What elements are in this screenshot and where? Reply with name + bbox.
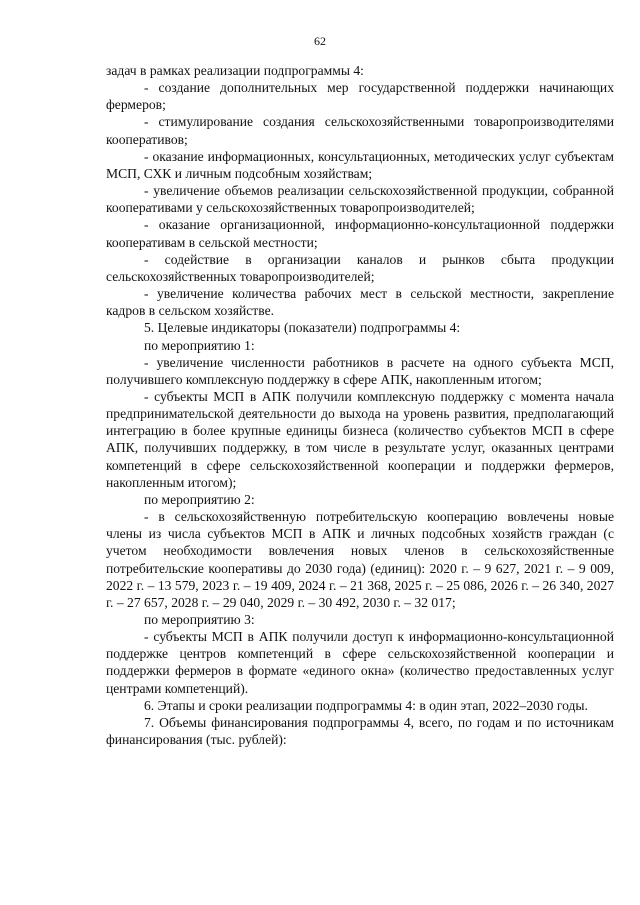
paragraph: - увеличение объемов реализации сельскохозяйственной продукции, собранной кооперативами у сельскохозяйственных товаропроизводителей; — [106, 183, 614, 216]
section-heading: 7. Объемы финансирования подпрограммы 4, всего, по годам и по источникам финансирования (тыс. рублей): — [106, 714, 614, 748]
paragraph: - субъекты МСП в АПК получили доступ к информационно-консультационной поддержке центров компетенций в сфере сельскохозяйственной кооперации и поддержки фермеров в формате «единого окна» (количество предоставленных услуг центрами компетенций). — [106, 629, 614, 696]
subheading: по мероприятию 1: — [144, 337, 255, 353]
paragraph: - в сельскохозяйственную потребительскую кооперацию вовлечены новые члены из числа субъектов МСП в АПК и личных подсобных хозяйств граждан (с учетом необходимости вовлечения новых членов в сельскохозяйственные потребительские кооперативы до 2030 года) (единиц): 2020 г. – 9 627, 2021 г. – 9 009, 2022 г. – 13 579, 2023 г. – 19 409, 2024 г. – 21 368, 2025 г. – 25 086, 2026 г. – 26 340, 2027 г. – 27 657, 2028 г. – 29 040, 2029 г. – 30 492, 2030 г. – 32 017; — [106, 509, 614, 610]
paragraph: - увеличение численности работников в расчете на одного субъекта МСП, получившего комплексную поддержку в сфере АПК, накопленным итогом; — [106, 354, 614, 387]
paragraph: - создание дополнительных мер государственной поддержки начинающих фермеров; — [106, 80, 614, 113]
section-heading: 6. Этапы и сроки реализации подпрограммы 4: в один этап, 2022–2030 годы. — [144, 697, 588, 713]
section-heading: 5. Целевые индикаторы (показатели) подпрограммы 4: — [144, 320, 461, 336]
paragraph: - увеличение количества рабочих мест в сельской местности, закрепление кадров в сельском хозяйстве. — [106, 286, 614, 319]
body-text — [106, 62, 614, 748]
paragraph: - субъекты МСП в АПК получили комплексную поддержку с момента начала предпринимательской деятельности до выхода на уровень развития, предполагающий интеграцию в более крупные единицы бизнеса (количество субъектов МСП в сфере АПК, получивших поддержку, в том числе в результате услуг, оказанных центрами компетенций в сфере сельскохозяйственной кооперации и поддержки фермеров, накопленным итогом); — [106, 388, 614, 490]
paragraph: - стимулирование создания сельскохозяйственными товаропроизводителями кооперативов; — [106, 114, 614, 147]
subheading: по мероприятию 2: — [144, 491, 255, 507]
page-number: 62 — [314, 34, 326, 48]
paragraph: - оказание информационных, консультационных, методических услуг субъектам МСП, СХК и личным подсобным хозяйствам; — [106, 148, 614, 181]
paragraph: - содействие в организации каналов и рынков сбыта продукции сельскохозяйственных товаропроизводителей; — [106, 251, 614, 284]
paragraph: задач в рамках реализации подпрограммы 4: — [106, 63, 364, 78]
paragraph: - оказание организационной, информационно-консультационной поддержки кооперативам в сельской местности; — [106, 217, 614, 250]
subheading: по мероприятию 3: — [144, 612, 255, 627]
